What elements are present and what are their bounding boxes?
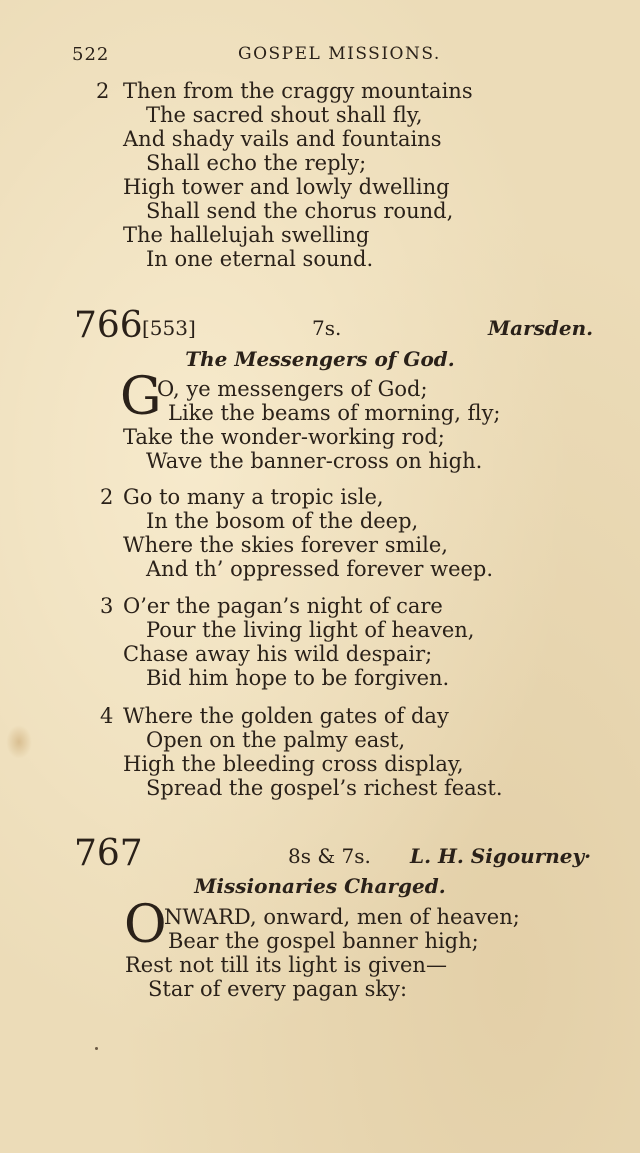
verse-line: And th’ oppressed forever weep.: [146, 557, 494, 581]
verse-line: Take the wonder-working rod;: [123, 425, 445, 449]
hymn-number: 767: [74, 833, 143, 874]
verse-line: In one eternal sound.: [146, 247, 374, 271]
author-name: L. H. Sigourney·: [410, 844, 592, 868]
verse-line: Pour the living light of heaven,: [146, 618, 475, 642]
page-number: 522: [72, 44, 110, 65]
verse-line: Wave the banner-cross on high.: [146, 449, 483, 473]
verse-line: Then from the craggy mountains: [123, 79, 473, 103]
verse-line: In the bosom of the deep,: [146, 509, 419, 533]
stanza-number: 3: [100, 594, 114, 618]
verse-line: High the bleeding cross display,: [123, 752, 464, 776]
hymn-meter: 8s & 7s.: [288, 844, 371, 868]
verse-line: Like the beams of morning, fly;: [168, 401, 501, 425]
verse-line: O, ye messengers of God;: [157, 377, 428, 401]
verse-line: Where the skies forever smile,: [123, 533, 448, 557]
drop-cap: O: [124, 895, 167, 955]
tune-name: Marsden.: [488, 316, 594, 340]
hymn-reference: [553]: [142, 316, 196, 340]
hymn-title: Missionaries Charged.: [194, 874, 446, 898]
stanza-number: 4: [100, 704, 114, 728]
verse-line: And shady vails and fountains: [123, 127, 442, 151]
running-title: GOSPEL MISSIONS.: [238, 44, 441, 64]
verse-line: Bid him hope to be forgiven.: [146, 666, 450, 690]
verse-line: Spread the gospel’s richest feast.: [146, 776, 503, 800]
verse-line: Shall send the chorus round,: [146, 199, 454, 223]
verse-line: Chase away his wild despair;: [123, 642, 433, 666]
drop-cap: G: [120, 367, 162, 427]
verse-line: The sacred shout shall fly,: [146, 103, 423, 127]
verse-line: Shall echo the reply;: [146, 151, 367, 175]
stanza-number: 2: [96, 79, 110, 103]
verse-line: The hallelujah swelling: [123, 223, 370, 247]
stanza-number: 2: [100, 485, 114, 509]
hymn-number: 766: [74, 305, 143, 346]
hymn-meter: 7s.: [312, 316, 342, 340]
verse-line: O’er the pagan’s night of care: [123, 594, 443, 618]
hymn-title: The Messengers of God.: [185, 347, 455, 371]
verse-line: NWARD, onward, men of heaven;: [164, 905, 520, 929]
verse-line: Bear the gospel banner high;: [168, 929, 479, 953]
paper-stain: [6, 725, 32, 759]
verse-line: High tower and lowly dwelling: [123, 175, 450, 199]
verse-line: Go to many a tropic isle,: [123, 485, 384, 509]
verse-line: Where the golden gates of day: [123, 704, 449, 728]
verse-line: Open on the palmy east,: [146, 728, 406, 752]
verse-line: Star of every pagan sky:: [148, 977, 408, 1001]
verse-line: Rest not till its light is given—: [125, 953, 447, 977]
ink-speck: [95, 1047, 98, 1050]
